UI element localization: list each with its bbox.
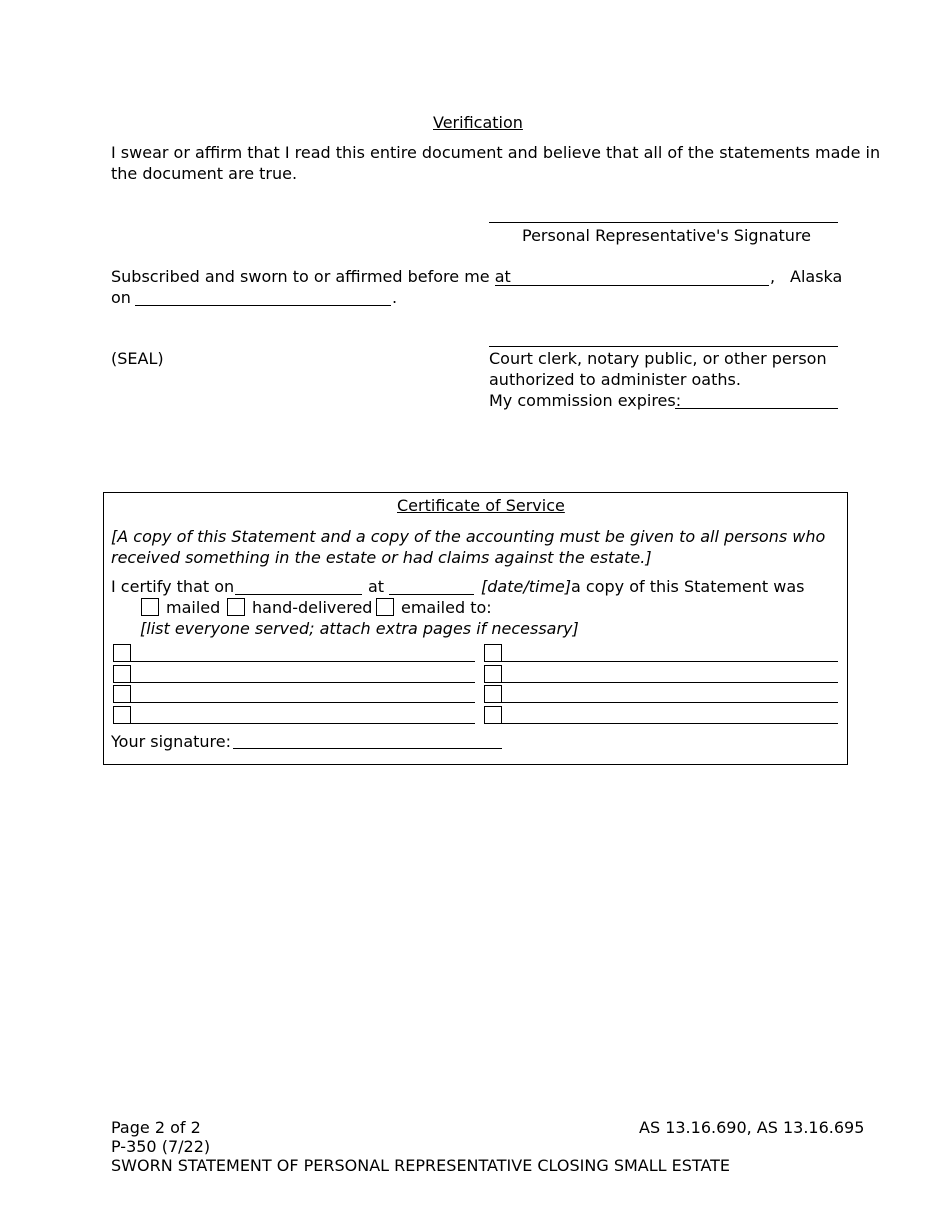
pr-signature-line[interactable] <box>489 222 838 223</box>
state-name: Alaska <box>790 267 843 286</box>
served-left-line-1[interactable] <box>131 661 475 662</box>
served-left-checkbox-3[interactable] <box>113 685 131 703</box>
verification-text-line2: the document are true. <box>111 164 298 183</box>
served-right-line-3[interactable] <box>502 702 838 703</box>
certificate-instruction-line1: [A copy of this Statement and a copy of the accounting must be given to all persons who <box>111 527 826 546</box>
hand-delivered-label: hand-delivered <box>252 598 373 617</box>
location-line[interactable] <box>495 285 769 286</box>
served-right-line-2[interactable] <box>502 682 838 683</box>
certify-text: I certify that on <box>111 577 235 596</box>
location-comma: , <box>770 267 776 286</box>
subscribed-text: Subscribed and sworn to or affirmed before me at <box>111 267 511 286</box>
datetime-hint: [date/time] <box>481 577 572 596</box>
served-right-checkbox-2[interactable] <box>484 665 502 683</box>
footer-form-number: P-350 (7/22) <box>111 1137 211 1156</box>
service-date-line[interactable] <box>235 594 362 595</box>
clerk-signature-line[interactable] <box>489 346 838 347</box>
emailed-checkbox[interactable] <box>376 598 394 616</box>
clerk-label-line1: Court clerk, notary public, or other person <box>489 349 827 368</box>
emailed-label: emailed to: <box>401 598 492 617</box>
date-period: . <box>392 288 398 307</box>
at-text: at <box>368 577 385 596</box>
on-text: on <box>111 288 131 307</box>
mailed-checkbox[interactable] <box>141 598 159 616</box>
sworn-date-line[interactable] <box>135 305 391 306</box>
mailed-label: mailed <box>166 598 221 617</box>
commission-label: My commission expires: <box>489 391 682 410</box>
served-left-checkbox-2[interactable] <box>113 665 131 683</box>
your-signature-line[interactable] <box>233 748 502 749</box>
served-left-line-3[interactable] <box>131 702 475 703</box>
served-left-line-2[interactable] <box>131 682 475 683</box>
list-hint: [list everyone served; attach extra pages if necessary] <box>140 619 579 638</box>
footer-form-title: SWORN STATEMENT OF PERSONAL REPRESENTATIVE CLOSING SMALL ESTATE <box>111 1156 731 1175</box>
served-right-line-4[interactable] <box>502 723 838 724</box>
statement-was-text: a copy of this Statement was <box>571 577 805 596</box>
served-right-line-1[interactable] <box>502 661 838 662</box>
commission-expires-line[interactable] <box>675 408 838 409</box>
certificate-heading: Certificate of Service <box>397 496 565 515</box>
service-time-line[interactable] <box>389 594 474 595</box>
verification-text-line1: I swear or affirm that I read this entire document and believe that all of the statements made in <box>111 143 881 162</box>
hand-delivered-checkbox[interactable] <box>227 598 245 616</box>
served-right-checkbox-1[interactable] <box>484 644 502 662</box>
served-right-checkbox-4[interactable] <box>484 706 502 724</box>
seal-label: (SEAL) <box>111 349 164 368</box>
pr-signature-label: Personal Representative's Signature <box>521 226 811 245</box>
your-signature-label: Your signature: <box>111 732 231 751</box>
verification-heading: Verification <box>433 113 523 132</box>
clerk-label-line2: authorized to administer oaths. <box>489 370 741 389</box>
served-left-line-4[interactable] <box>131 723 475 724</box>
footer-page-number: Page 2 of 2 <box>111 1118 201 1137</box>
served-left-checkbox-4[interactable] <box>113 706 131 724</box>
certificate-instruction-line2: received something in the estate or had claims against the estate.] <box>111 548 652 567</box>
footer-statutes: AS 13.16.690, AS 13.16.695 <box>639 1118 865 1137</box>
served-left-checkbox-1[interactable] <box>113 644 131 662</box>
served-right-checkbox-3[interactable] <box>484 685 502 703</box>
